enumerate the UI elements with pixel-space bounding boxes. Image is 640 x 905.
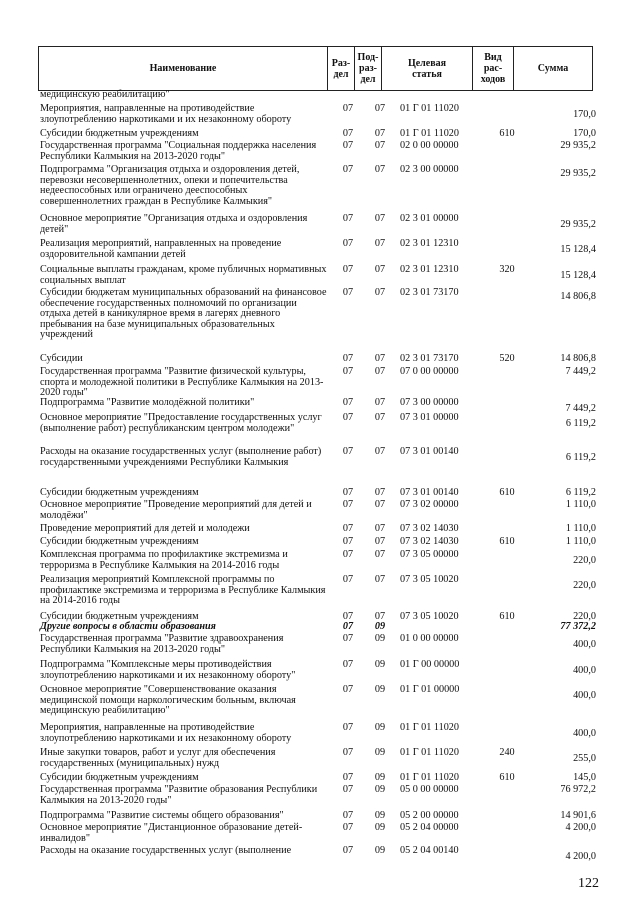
row-vid-rashodov: 320 <box>499 264 515 275</box>
row-vid-rashodov: 610 <box>499 128 515 139</box>
row-celevaya-statya: 01 0 00 00000 <box>400 633 459 644</box>
row-celevaya-statya: 01 Г 01 11020 <box>400 128 459 139</box>
row-podrazdel: 07 <box>374 140 386 151</box>
row-celevaya-statya: 02 3 01 12310 <box>400 264 459 275</box>
row-summa: 4 200,0 <box>565 851 596 862</box>
row-celevaya-statya: 02 3 01 73170 <box>400 287 459 298</box>
row-celevaya-statya: 02 3 01 73170 <box>400 353 459 364</box>
row-summa: 1 110,0 <box>565 523 596 534</box>
row-summa: 29 935,2 <box>560 168 596 179</box>
row-razdel: 07 <box>342 574 354 585</box>
row-celevaya-statya: 07 3 05 10020 <box>400 574 459 585</box>
row-podrazdel: 07 <box>374 549 386 560</box>
row-podrazdel: 07 <box>374 264 386 275</box>
row-podrazdel: 09 <box>374 722 386 733</box>
row-razdel: 07 <box>342 287 354 298</box>
row-name: Основное мероприятие "Предоставление государственных услуг (выполнение работ) республиканским центром молодежи" <box>40 412 322 434</box>
row-razdel: 07 <box>342 140 354 151</box>
row-podrazdel: 09 <box>374 772 386 783</box>
row-name: медицинскую реабилитацию" <box>40 89 170 100</box>
row-celevaya-statya: 07 3 01 00140 <box>400 487 459 498</box>
header-summa: Сумма <box>514 47 593 91</box>
row-name: Субсидии бюджетным учреждениям <box>40 611 199 622</box>
row-name: Основное мероприятие "Дистанционное образование детей-инвалидов" <box>40 822 303 844</box>
row-name: Расходы на оказание государственных услуг (выполнение работ) государственными учреждениями Республики Калмыкия <box>40 446 322 468</box>
row-razdel: 07 <box>342 549 354 560</box>
row-summa: 1 110,0 <box>565 536 596 547</box>
row-razdel: 07 <box>342 772 354 783</box>
row-razdel: 07 <box>342 822 354 833</box>
header-podrazdel: Под- раз- дел <box>355 47 382 91</box>
row-summa: 6 119,2 <box>565 452 596 463</box>
row-podrazdel: 07 <box>374 353 386 364</box>
row-celevaya-statya: 01 Г 01 11020 <box>400 747 459 758</box>
row-name: Расходы на оказание государственных услуг (выполнение <box>40 845 292 856</box>
row-podrazdel: 07 <box>374 238 386 249</box>
row-podrazdel: 07 <box>374 523 386 534</box>
row-podrazdel: 09 <box>374 684 386 695</box>
row-summa: 14 806,8 <box>560 291 596 302</box>
row-name: Субсидии <box>40 353 83 364</box>
row-name: Субсидии бюджетным учреждениям <box>40 487 199 498</box>
row-razdel: 07 <box>342 238 354 249</box>
row-celevaya-statya: 07 3 02 14030 <box>400 523 459 534</box>
row-podrazdel: 07 <box>374 397 386 408</box>
row-podrazdel: 09 <box>374 784 386 795</box>
header-vid-rashodov: Вид рас- ходов <box>473 47 514 91</box>
row-name: Подпрограмма "Комплексные меры противодействия злоупотреблению наркотиками и их незаконному обороту" <box>40 659 296 681</box>
row-podrazdel: 07 <box>374 611 386 622</box>
row-summa: 15 128,4 <box>560 270 596 281</box>
row-celevaya-statya: 07 3 05 10020 <box>400 611 459 622</box>
row-celevaya-statya: 07 3 02 14030 <box>400 536 459 547</box>
row-razdel: 07 <box>342 213 354 224</box>
row-razdel: 07 <box>342 523 354 534</box>
row-summa: 29 935,2 <box>560 140 596 151</box>
row-name: Субсидии бюджетам муниципальных образований на финансовое обеспечение государственных полномочий по организации отдыха детей в каникулярное время в лагерях дневного пребывания на базе муниципальных образовательных учреждений <box>40 287 327 341</box>
row-name: Реализация мероприятий, направленных на проведение оздоровительной кампании детей <box>40 238 282 260</box>
row-celevaya-statya: 02 0 00 00000 <box>400 140 459 151</box>
row-celevaya-statya: 01 Г 01 11020 <box>400 772 459 783</box>
row-summa: 400,0 <box>573 690 596 701</box>
header-name: Наименование <box>39 47 328 91</box>
row-razdel: 07 <box>342 621 354 632</box>
row-summa: 14 806,8 <box>560 353 596 364</box>
row-podrazdel: 07 <box>374 574 386 585</box>
row-summa: 6 119,2 <box>565 418 596 429</box>
row-name: Основное мероприятие "Организация отдыха и оздоровления детей" <box>40 213 308 235</box>
row-summa: 14 901,6 <box>560 810 596 821</box>
row-celevaya-statya: 05 0 00 00000 <box>400 784 459 795</box>
row-name: Основное мероприятие "Совершенствование оказания медицинской помощи наркологическим больным, включая медицинскую реабилитацию" <box>40 684 296 717</box>
row-celevaya-statya: 07 3 01 00000 <box>400 412 459 423</box>
row-razdel: 07 <box>342 784 354 795</box>
row-razdel: 07 <box>342 128 354 139</box>
row-celevaya-statya: 05 2 00 00000 <box>400 810 459 821</box>
row-celevaya-statya: 02 3 00 00000 <box>400 164 459 175</box>
row-summa: 400,0 <box>573 665 596 676</box>
row-razdel: 07 <box>342 633 354 644</box>
row-name: Социальные выплаты гражданам, кроме публичных нормативных социальных выплат <box>40 264 327 286</box>
row-celevaya-statya: 05 2 04 00140 <box>400 845 459 856</box>
row-razdel: 07 <box>342 397 354 408</box>
row-name: Реализация мероприятий Комплексной программы по профилактике экстремизма и терроризма в Республике Калмыкия на 2014-2016 годы <box>40 574 326 607</box>
row-razdel: 07 <box>342 747 354 758</box>
row-summa: 6 119,2 <box>565 487 596 498</box>
row-vid-rashodov: 610 <box>499 772 515 783</box>
row-vid-rashodov: 610 <box>499 536 515 547</box>
row-podrazdel: 07 <box>374 536 386 547</box>
row-name: Мероприятия, направленные на противодействие злоупотреблению наркотиками и их незаконному обороту <box>40 722 292 744</box>
page-number: 122 <box>578 876 599 891</box>
row-razdel: 07 <box>342 353 354 364</box>
row-summa: 1 110,0 <box>565 499 596 510</box>
row-celevaya-statya: 07 3 01 00140 <box>400 446 459 457</box>
row-celevaya-statya: 01 Г 01 00000 <box>400 684 460 695</box>
row-name: Государственная программа "Развитие физической культуры, спорта и молодежной политики в Республике Калмыкия на 2013-2020 годы" <box>40 366 324 399</box>
row-name: Комплексная программа по профилактике экстремизма и терроризма в Республике Калмыкия на 2014-2016 годы <box>40 549 288 571</box>
row-razdel: 07 <box>342 611 354 622</box>
row-razdel: 07 <box>342 366 354 377</box>
header-celevaya-statya: Целевая статья <box>382 47 473 91</box>
row-name: Мероприятия, направленные на противодействие злоупотреблению наркотиками и их незаконному обороту <box>40 103 292 125</box>
row-summa: 400,0 <box>573 639 596 650</box>
row-podrazdel: 07 <box>374 487 386 498</box>
row-name: Государственная программа "Развитие здравоохранения Республики Калмыкия на 2013-2020 годы" <box>40 633 284 655</box>
row-vid-rashodov: 610 <box>499 611 515 622</box>
row-razdel: 07 <box>342 446 354 457</box>
row-celevaya-statya: 01 Г 01 11020 <box>400 103 459 114</box>
row-celevaya-statya: 07 3 05 00000 <box>400 549 459 560</box>
row-podrazdel: 09 <box>374 810 386 821</box>
row-celevaya-statya: 07 0 00 00000 <box>400 366 459 377</box>
row-razdel: 07 <box>342 499 354 510</box>
row-name: Субсидии бюджетным учреждениям <box>40 536 199 547</box>
row-razdel: 07 <box>342 164 354 175</box>
row-summa: 29 935,2 <box>560 219 596 230</box>
row-vid-rashodov: 240 <box>499 747 515 758</box>
row-summa: 145,0 <box>573 772 596 783</box>
row-razdel: 07 <box>342 659 354 670</box>
row-summa: 15 128,4 <box>560 244 596 255</box>
row-name: Подпрограмма "Организация отдыха и оздоровления детей, перевозки несовершеннолетних, опеки и попечительства недееспособных или ограничено дееспособных совершеннолетних граждан в Республике Калмыкия" <box>40 164 300 207</box>
row-summa: 4 200,0 <box>565 822 596 833</box>
row-podrazdel: 07 <box>374 128 386 139</box>
row-summa: 255,0 <box>573 753 596 764</box>
row-celevaya-statya: 07 3 02 00000 <box>400 499 459 510</box>
row-name: Подпрограмма "Развитие системы общего образования" <box>40 810 284 821</box>
row-razdel: 07 <box>342 810 354 821</box>
row-celevaya-statya: 05 2 04 00000 <box>400 822 459 833</box>
header-razdel: Раз- дел <box>328 47 355 91</box>
row-summa: 220,0 <box>573 580 596 591</box>
row-vid-rashodov: 610 <box>499 487 515 498</box>
row-celevaya-statya: 02 3 01 00000 <box>400 213 459 224</box>
row-podrazdel: 07 <box>374 446 386 457</box>
row-summa: 76 972,2 <box>560 784 596 795</box>
row-razdel: 07 <box>342 264 354 275</box>
row-name: Государственная программа "Развитие образования Республики Калмыкия на 2013-2020 годы" <box>40 784 318 806</box>
row-podrazdel: 07 <box>374 366 386 377</box>
row-podrazdel: 07 <box>374 164 386 175</box>
row-podrazdel: 07 <box>374 103 386 114</box>
row-name: Иные закупки товаров, работ и услуг для обеспечения государственных (муниципальных) нужд <box>40 747 276 769</box>
row-celevaya-statya: 01 Г 01 11020 <box>400 722 459 733</box>
row-razdel: 07 <box>342 845 354 856</box>
row-name: Государственная программа "Социальная поддержка населения Республики Калмыкия на 2013-2020 годы" <box>40 140 317 162</box>
row-name: Подпрограмма "Развитие молодёжной политики" <box>40 397 255 408</box>
row-podrazdel: 07 <box>374 287 386 298</box>
row-razdel: 07 <box>342 722 354 733</box>
row-podrazdel: 09 <box>374 845 386 856</box>
row-summa: 170,0 <box>573 109 596 120</box>
row-podrazdel: 09 <box>374 822 386 833</box>
row-celevaya-statya: 07 3 00 00000 <box>400 397 459 408</box>
row-summa: 7 449,2 <box>565 366 596 377</box>
row-podrazdel: 07 <box>374 213 386 224</box>
row-razdel: 07 <box>342 412 354 423</box>
row-summa: 220,0 <box>573 611 596 622</box>
row-name: Проведение мероприятий для детей и молодежи <box>40 523 250 534</box>
row-podrazdel: 07 <box>374 412 386 423</box>
row-podrazdel: 07 <box>374 499 386 510</box>
row-podrazdel: 09 <box>374 633 386 644</box>
row-summa: 7 449,2 <box>565 403 596 414</box>
row-celevaya-statya: 01 Г 00 00000 <box>400 659 460 670</box>
row-name: Другие вопросы в области образования <box>40 621 216 632</box>
row-podrazdel: 09 <box>374 747 386 758</box>
row-summa: 170,0 <box>573 128 596 139</box>
row-name: Субсидии бюджетным учреждениям <box>40 128 199 139</box>
row-name: Основное мероприятие "Проведение мероприятий для детей и молодёжи" <box>40 499 312 521</box>
row-name: Субсидии бюджетным учреждениям <box>40 772 199 783</box>
row-razdel: 07 <box>342 487 354 498</box>
row-razdel: 07 <box>342 536 354 547</box>
row-vid-rashodov: 520 <box>499 353 515 364</box>
row-podrazdel: 09 <box>374 659 386 670</box>
row-summa: 77 372,2 <box>560 621 596 632</box>
row-celevaya-statya: 02 3 01 12310 <box>400 238 459 249</box>
row-razdel: 07 <box>342 103 354 114</box>
row-razdel: 07 <box>342 684 354 695</box>
row-podrazdel: 09 <box>374 621 386 632</box>
row-summa: 220,0 <box>573 555 596 566</box>
row-summa: 400,0 <box>573 728 596 739</box>
